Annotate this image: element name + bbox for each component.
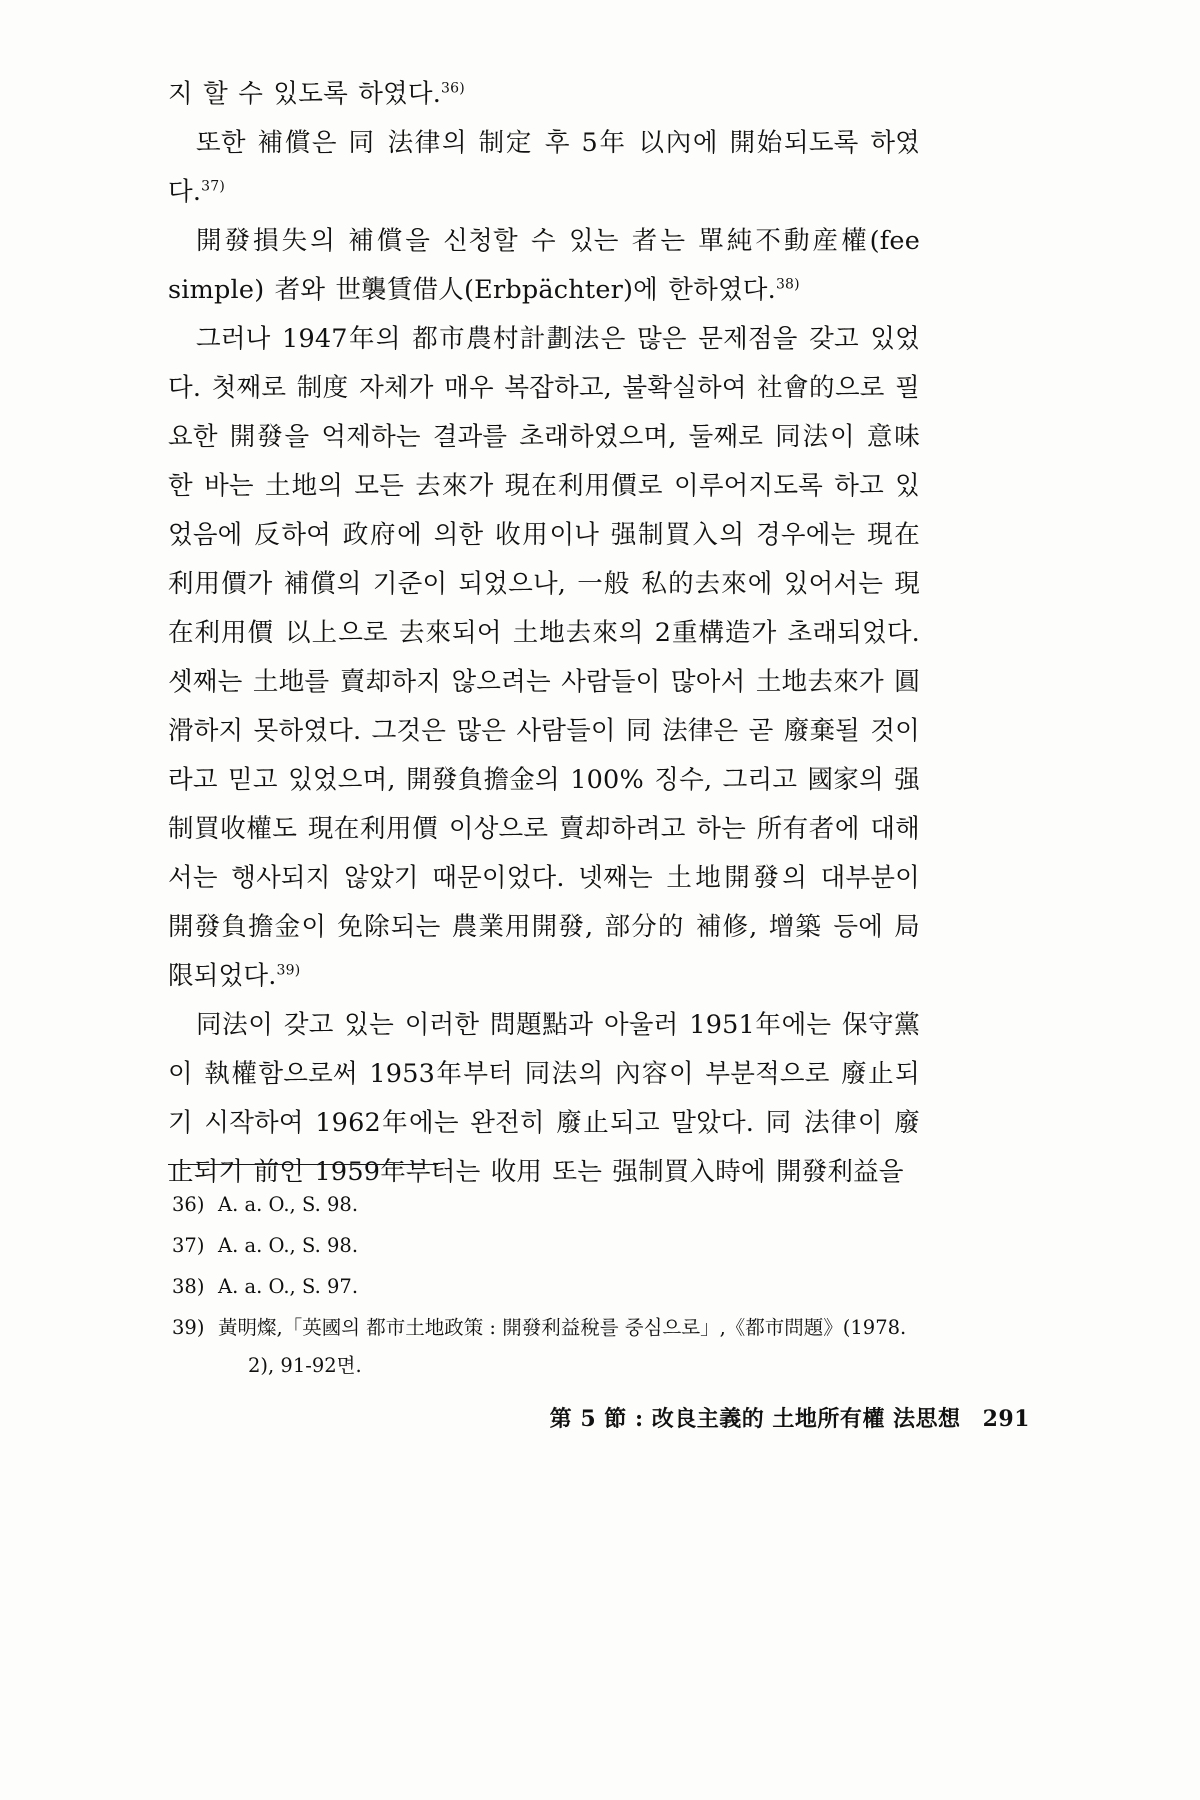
footnote-list	[172, 1186, 932, 1388]
footnote-marker: 39)	[276, 962, 301, 979]
footnote-number: 39)	[172, 1316, 205, 1339]
footnote-item	[172, 1186, 932, 1224]
paragraph	[168, 119, 920, 217]
footnote-marker: 37)	[201, 178, 226, 195]
footnote-item	[172, 1268, 932, 1306]
page-body	[168, 70, 920, 1197]
paragraph-text: 또한 補償은 同 法律의 制定 후 5年 以內에 開始되도록 하였다.	[168, 128, 920, 207]
footnote-item	[172, 1227, 932, 1265]
paragraph	[168, 70, 920, 119]
footnote-text-line1: 黃明燦,「英國의 都市土地政策 : 開發利益稅를 중심으로」,《都市問題》(1978.	[218, 1316, 907, 1339]
footnote-marker: 38)	[775, 276, 800, 293]
paragraph-text: 지 할 수 있도록 하였다.	[168, 79, 442, 109]
footnote-number: 37)	[172, 1234, 205, 1257]
footnote-text: A. a. O., S. 98.	[218, 1193, 359, 1216]
paragraph-text: 同法이 갖고 있는 이러한 問題點과 아울러 1951年에는 保守黨이 執權함으로써 1953年부터 同法의 內容이 부분적으로 廢止되기 시작하여 1962年에는 완전히 廢止되고 말았다. 同 法律이 廢止되기 前인 1959年부터는 收用 또는 强制買入時에 開發利益을	[168, 1010, 920, 1187]
footnote-text: A. a. O., S. 97.	[218, 1275, 359, 1298]
footnote-text-line2: 2), 91-92면.	[248, 1354, 362, 1377]
footnote-item	[172, 1309, 932, 1385]
footnote-number: 38)	[172, 1275, 205, 1298]
footnote-marker: 36)	[441, 80, 465, 97]
footnote-text: A. a. O., S. 98.	[218, 1234, 359, 1257]
paragraph-text: 그러나 1947年의 都市農村計劃法은 많은 문제점을 갖고 있었다. 첫째로 制度 자체가 매우 복잡하고, 불확실하여 社會的으로 필요한 開發을 억제하는 결과를 초래하였으며, 둘째로 同法이 意味한 바는 土地의 모든 去來가 現在利用價로 이루어지도록 하고 있었음에 反하여 政府에 의한 收用이나 强制買入의 경우에는 現在利用價가 補償의 기준이 되었으나, 一般 私的去來에 있어서는 現在利用價 以上으로 去來되어 土地去來의 2重構造가 초래되었다. 셋째는 土地를 賣却하지 않으려는 사람들이 많아서 土地去來가 圓滑하지 못하였다. 그것은 많은 사람들이 同 法律은 곧 廢棄될 것이라고 믿고 있었으며, 開發負擔金의 100% 징수, 그리고 國家의 强制買收權도 現在利用價 이상으로 賣却하려고 하는 所有者에 대해서는 행사되지 않았기 때문이었다. 넷째는 土地開發의 대부분이 開發負擔金이 免除되는 農業用開發, 部分的 補修, 增築 등에 局限되었다.	[168, 324, 920, 991]
footnote-separator-rule	[168, 1164, 438, 1165]
paragraph	[168, 315, 920, 1001]
footnote-text	[218, 1309, 932, 1385]
page-footer	[0, 1402, 1030, 1433]
footnote-number: 36)	[172, 1193, 205, 1216]
paragraph	[168, 1001, 920, 1197]
paragraph	[168, 217, 920, 315]
paragraph-text: 開發損失의 補償을 신청할 수 있는 者는 單純不動産權(fee simple) 者와 世襲賃借人(Erbpächter)에 한하였다.	[168, 226, 920, 305]
footer-chapter-title: 第 5 節 : 改良主義的 土地所有權 法思想	[549, 1406, 961, 1432]
page-number: 291	[982, 1406, 1030, 1432]
